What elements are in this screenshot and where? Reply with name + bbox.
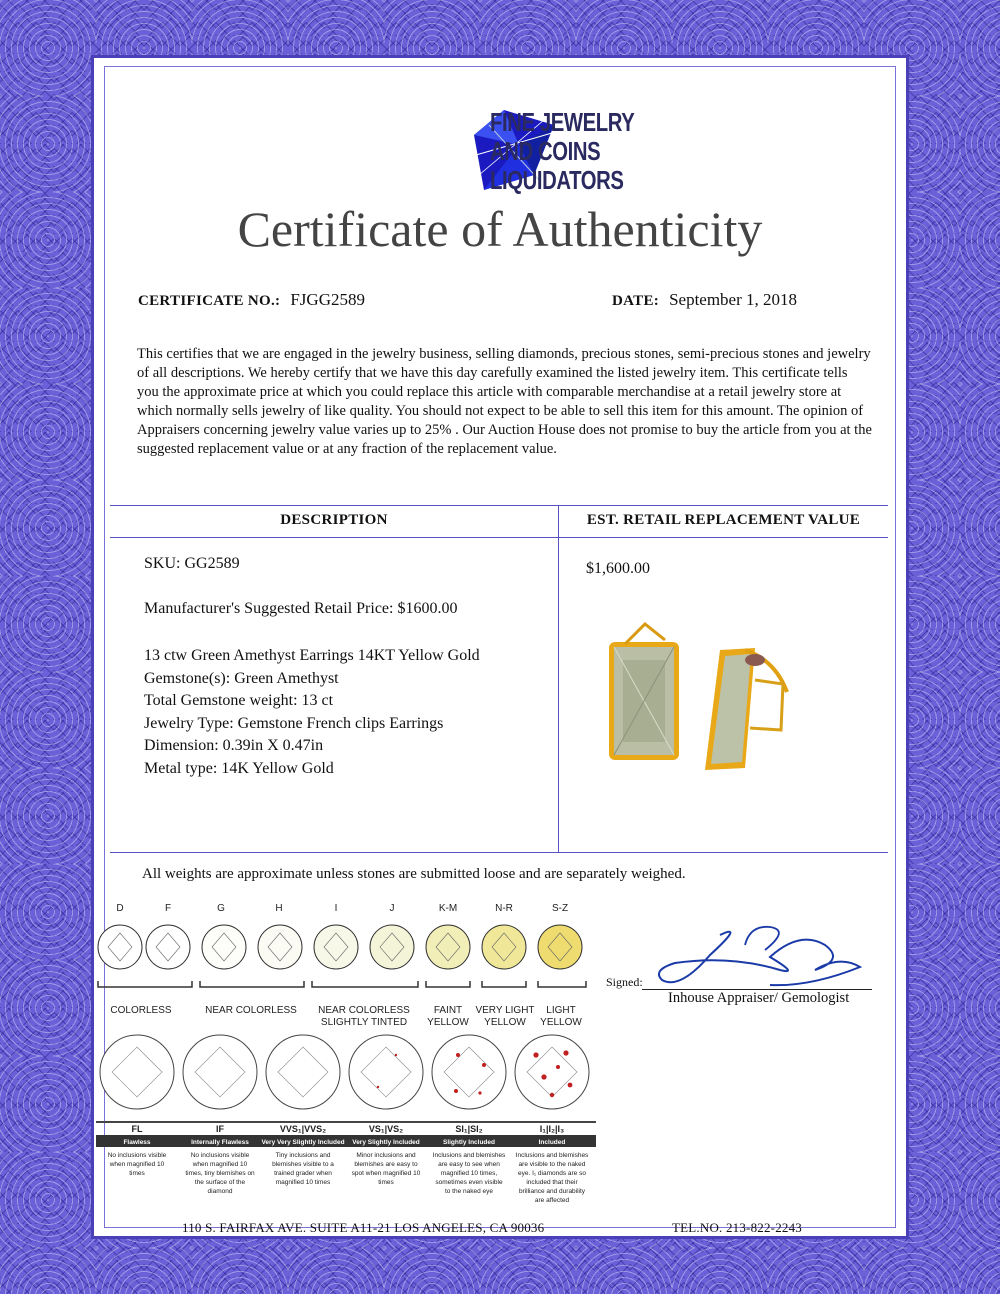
clarity-grade: SI₁|SI₂ (455, 1124, 483, 1134)
footer-phone: TEL.NO. 213-822-2243 (672, 1220, 803, 1235)
color-diamond-icon (98, 925, 142, 969)
clarity-diamond-icon (515, 1035, 589, 1109)
clarity-desc: spot when magnified 10 (351, 1170, 421, 1177)
date-row (612, 290, 797, 310)
color-group-label: NEAR COLORLESS (205, 1005, 297, 1016)
table-bottom-rule (110, 852, 888, 853)
color-grade-label: F (164, 903, 172, 914)
color-diamond-icon (370, 925, 414, 969)
color-group-label: SLIGHTLY TINTED (320, 1017, 408, 1028)
date-value: September 1, 2018 (669, 290, 798, 309)
earrings-product-image (605, 620, 795, 780)
clarity-desc: are easy to see when (438, 1161, 500, 1168)
detail-line: Dimension: 0.39in X 0.47in (144, 737, 324, 754)
clarity-desc: Minor inclusions and (356, 1152, 416, 1159)
clarity-desc: magnified 10 times (275, 1179, 331, 1186)
clarity-desc: diamond (207, 1188, 233, 1195)
clarity-desc: magnified 10 times, (440, 1170, 498, 1177)
color-grade-label: N-R (495, 903, 513, 914)
signed-label: Signed: (606, 975, 643, 989)
detail-line: Metal type: 14K Yellow Gold (144, 759, 334, 777)
logo-line-1: FINE JEWELRY (490, 107, 635, 137)
clarity-grade: I₁|I₂|I₃ (539, 1124, 565, 1134)
color-diamond-icon (146, 925, 190, 969)
color-grade-label: G (217, 903, 225, 914)
clarity-desc: No inclusions visible (107, 1152, 167, 1159)
clarity-desc: the surface of the (194, 1179, 246, 1186)
clarity-desc: times (129, 1170, 145, 1177)
color-grade-label: K-M (438, 903, 458, 914)
clarity-desc: blemishes visible to a (272, 1161, 334, 1168)
description-header: DESCRIPTION (280, 512, 388, 528)
clarity-desc: times (378, 1179, 394, 1186)
clarity-desc: are visible to the naked (518, 1161, 586, 1168)
color-group-label: NEAR COLORLESS (318, 1005, 410, 1016)
certification-statement: This certifies that we are engaged in the jewelry business, selling diamonds, precious stones, semi-precious stones and jewelry of all descriptions. We hereby certify that we have this day carefully examined the listed jewelry item. This certificate tells you the approximate price at which you could replace this article with comparable merchandise at a retail jewelry store at which normally sells jewelry of like quality. You should not expect to be able to sell this item for this amount. The opinion of Appraisers concerning jewelry value varies up to 25% . Our Auction House does not promise to buy the article from you at the suggested replacement value or at any fraction of the replacement value. (137, 346, 872, 457)
color-diamond-icon (202, 925, 246, 969)
clarity-grade: IF (216, 1124, 224, 1134)
certificate-no-value: FJGG2589 (290, 290, 365, 309)
item-details (144, 645, 480, 780)
detail-line: Jewelry Type: Gemstone French clips Earrings (144, 714, 444, 732)
color-diamond-icon (538, 925, 582, 969)
date-label: DATE: (612, 293, 660, 309)
footer-address: 110 S. FAIRFAX AVE. SUITE A11-21 LOS ANGELES, CA 90036 (182, 1220, 545, 1235)
certificate-title: Certificate of Authenticity (237, 201, 763, 257)
detail-line: 13 ctw Green Amethyst Earrings 14KT Yellow Gold (144, 647, 480, 664)
clarity-desc: are affected (534, 1197, 570, 1204)
clarity-desc: Tiny inclusions and (275, 1152, 331, 1159)
clarity-desc: when magnified 10 (192, 1161, 248, 1168)
clarity-desc: when magnified 10 (109, 1161, 165, 1168)
clarity-desc: to the naked eye (444, 1188, 494, 1195)
clarity-diamond-icon (349, 1035, 423, 1109)
clarity-desc: blemishes are easy to (354, 1161, 418, 1168)
clarity-name: Slightly Included (442, 1139, 496, 1146)
color-group-label: YELLOW (540, 1017, 582, 1028)
clarity-diamond-icon (100, 1035, 174, 1109)
detail-line: Total Gemstone weight: 13 ct (144, 692, 334, 709)
color-group-label: VERY LIGHT (475, 1005, 535, 1016)
clarity-grade: VS₁|VS₂ (368, 1124, 404, 1134)
company-logo-text (490, 108, 662, 195)
clarity-desc: times, tiny blemishes on (185, 1170, 255, 1177)
color-grade-label: S-Z (551, 903, 569, 914)
clarity-desc: trained grader when (274, 1170, 332, 1177)
logo-line-3: LIQUIDATORS (490, 165, 624, 195)
color-grade-label: I (334, 903, 338, 914)
appraiser-title: Inhouse Appraiser/ Gemologist (668, 990, 850, 1006)
clarity-desc: No inclusions visible (190, 1152, 250, 1159)
logo-line-2: AND COINS (490, 136, 601, 166)
clarity-name: Very Slightly Included (352, 1139, 420, 1146)
color-diamond-icon (482, 925, 526, 969)
color-group-label: COLORLESS (110, 1005, 172, 1016)
color-diamond-icon (258, 925, 302, 969)
detail-line: Gemstone(s): Green Amethyst (144, 669, 339, 687)
replacement-value: $1,600.00 (586, 560, 650, 577)
weights-note: All weights are approximate unless stones are submitted loose and are separately weighed. (142, 866, 686, 882)
clarity-desc: Inclusions and blemishes (515, 1152, 589, 1159)
clarity-diamond-icon (266, 1035, 340, 1109)
color-group-label: LIGHT (546, 1005, 576, 1016)
clarity-grade: FL (131, 1124, 143, 1134)
clarity-name: Very Very Slightly Included (261, 1139, 345, 1146)
clarity-name: Internally Flawless (191, 1139, 249, 1146)
color-group-label: FAINT (433, 1005, 463, 1016)
color-diamond-icon (426, 925, 470, 969)
color-grade-label: D (116, 903, 124, 914)
value-header: EST. RETAIL REPLACEMENT VALUE (586, 512, 861, 528)
msrp: Manufacturer's Suggested Retail Price: $1600.00 (144, 600, 458, 617)
color-grade-label: J (389, 903, 395, 914)
certificate-number-row (138, 290, 365, 310)
clarity-desc: included that their (526, 1179, 578, 1186)
table-column-divider (558, 505, 559, 852)
sku: SKU: GG2589 (144, 555, 240, 572)
clarity-desc: brilliance and durability (518, 1188, 586, 1195)
clarity-diamond-icon (432, 1035, 506, 1109)
clarity-desc: sometimes even visible (435, 1179, 503, 1186)
table-header-rule (110, 537, 888, 538)
clarity-name: Included (538, 1139, 566, 1146)
color-diamond-icon (314, 925, 358, 969)
clarity-desc: Inclusions and blemishes (432, 1152, 506, 1159)
clarity-grade: VVS₁|VVS₂ (279, 1124, 327, 1134)
color-grade-label: H (275, 903, 283, 914)
certificate-no-label: CERTIFICATE NO.: (138, 293, 281, 309)
color-group-label: YELLOW (484, 1017, 526, 1028)
clarity-desc: eye. I₁ diamonds are so (518, 1170, 586, 1177)
table-top-rule (110, 505, 888, 506)
color-group-label: YELLOW (427, 1017, 469, 1028)
clarity-diamond-icon (183, 1035, 257, 1109)
clarity-name: Flawless (123, 1139, 151, 1146)
diamond-grading-chart (96, 895, 596, 1215)
